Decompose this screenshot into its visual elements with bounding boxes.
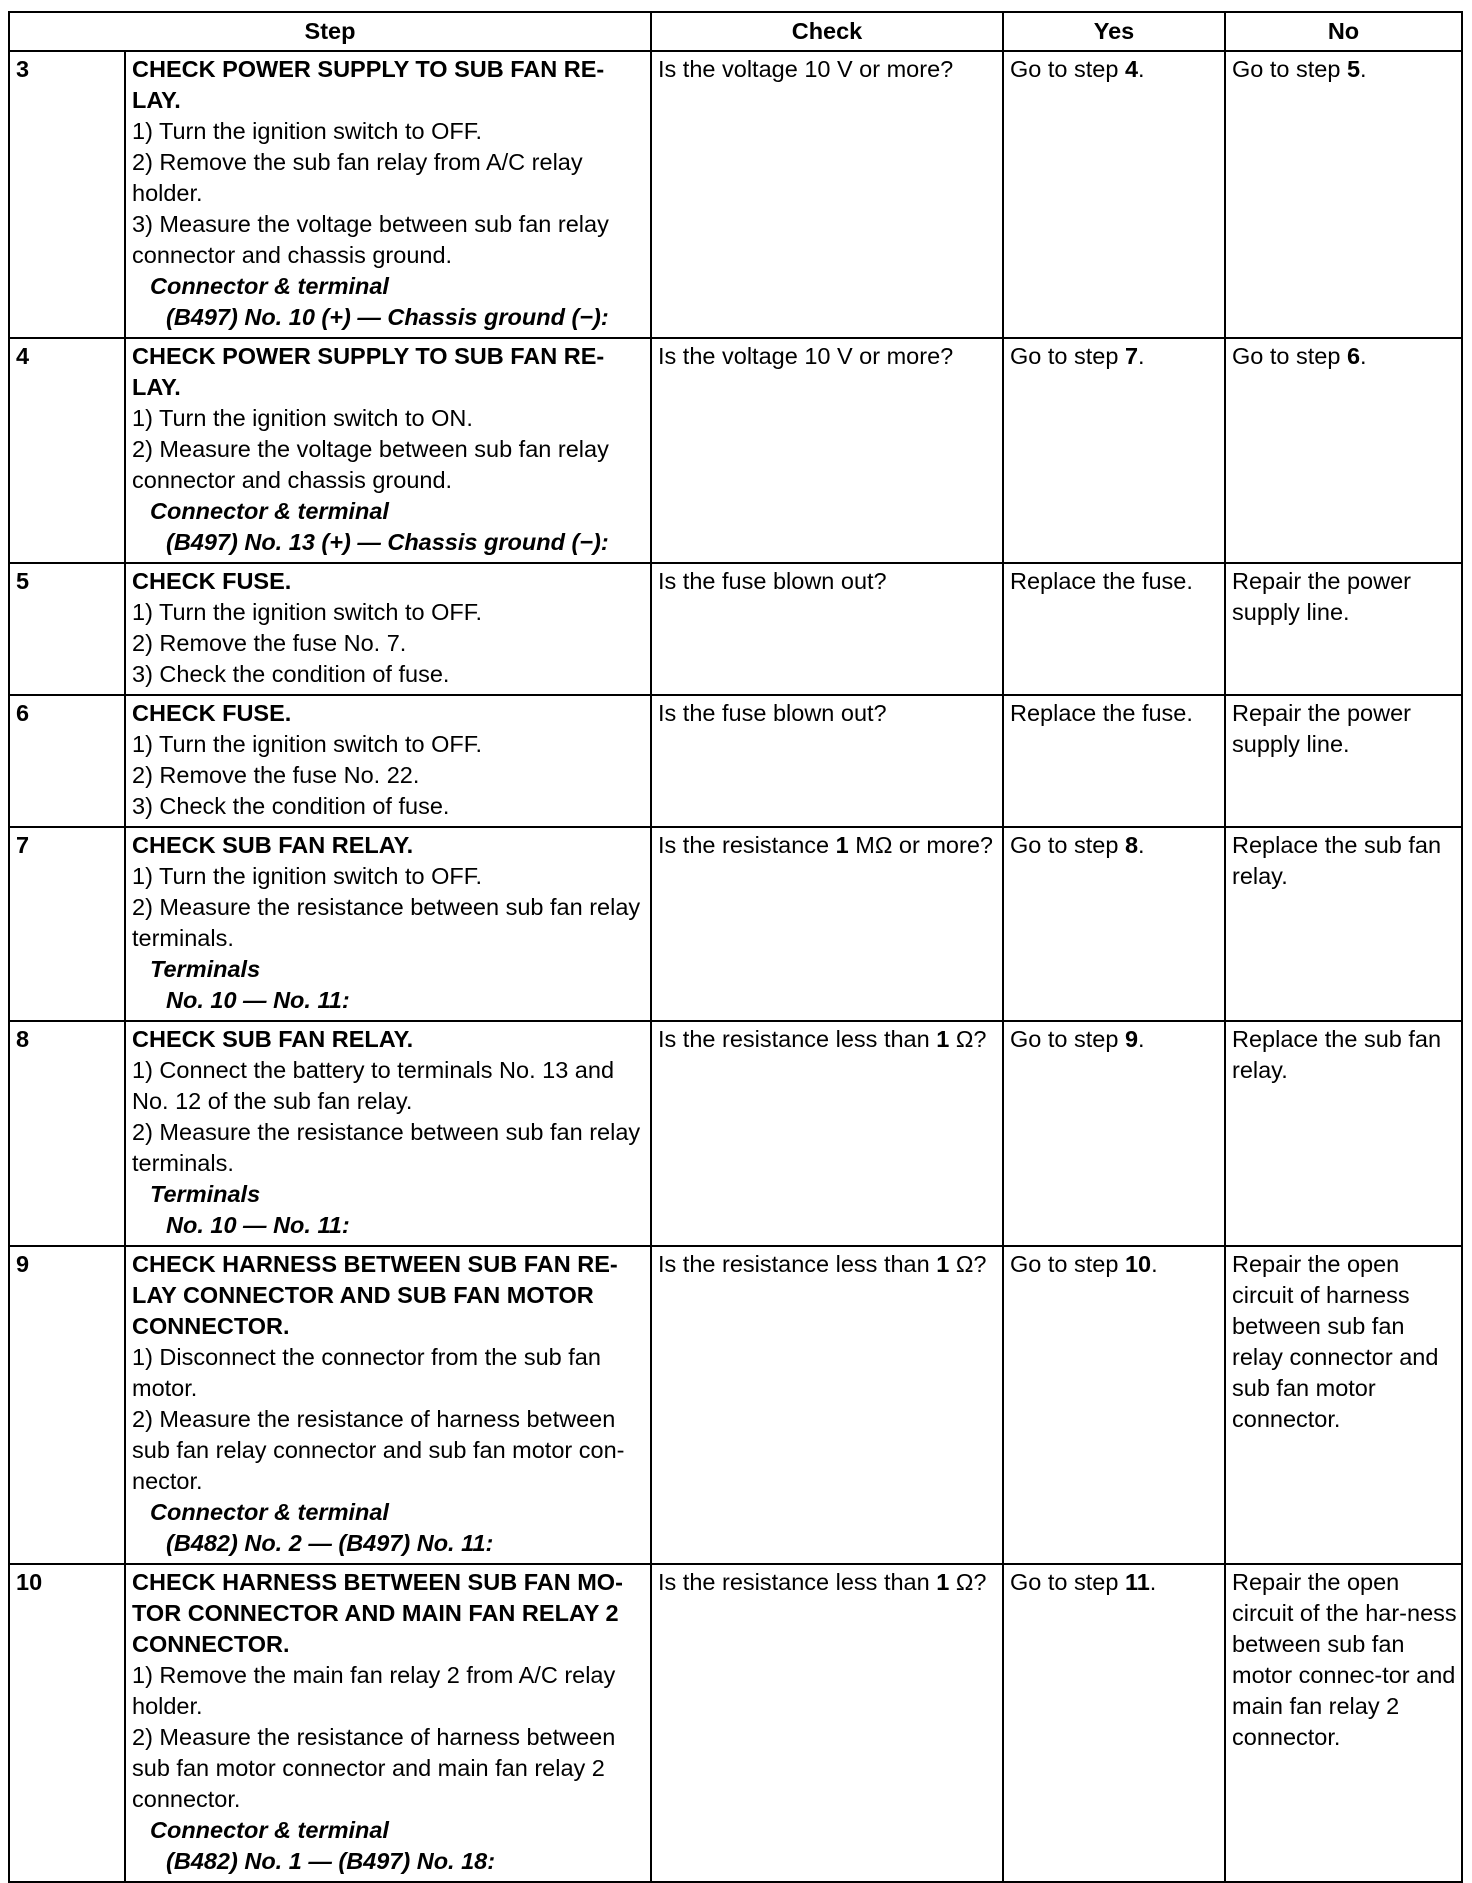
no-cell [1225,1021,1462,1246]
header-no: No [1225,12,1462,51]
check-cell [651,563,1003,695]
substep: 1) Remove the main fan relay 2 from A/C relay holder. [132,1662,616,1719]
yes-suffix: . [1138,56,1145,82]
yes-suffix: . [1138,343,1145,369]
step-number: 3 [9,51,125,338]
substep: 2) Measure the voltage between sub fan relay connector and chassis ground. [132,436,609,493]
step-cell [125,695,651,827]
step-cell [125,1246,651,1564]
check-text: Is the resistance less than [658,1251,937,1277]
table-row [9,1564,1462,1882]
spec-value: (B497) No. 13 (+) — Chassis ground (−): [166,529,609,555]
no-text: Repair the open circuit of the har-ness between sub fan motor connec-tor and main fan relay 2 connector. [1232,1569,1457,1750]
substep: 1) Disconnect the connector from the sub fan motor. [132,1344,601,1401]
table-row [9,338,1462,563]
no-suffix: . [1360,343,1367,369]
check-unit: Ω? [949,1026,987,1052]
yes-cell [1003,563,1225,695]
substep: 1) Turn the ignition switch to OFF. [132,731,483,757]
check-text: Is the resistance less than [658,1569,937,1595]
header-check: Check [651,12,1003,51]
spec-value: (B497) No. 10 (+) — Chassis ground (−): [166,304,609,330]
yes-text: Go to step [1010,343,1125,369]
spec-label: Connector & terminal [150,1817,389,1843]
no-cell [1225,563,1462,695]
no-step-number: 6 [1346,343,1361,369]
yes-suffix: . [1138,1026,1145,1052]
check-text: Is the resistance [658,832,836,858]
substep: 2) Remove the fuse No. 7. [132,630,407,656]
yes-cell [1003,338,1225,563]
no-text: Repair the power supply line. [1232,568,1411,625]
step-number: 4 [9,338,125,563]
check-cell [651,695,1003,827]
check-cell [651,1246,1003,1564]
step-title: CHECK SUB FAN RELAY. [132,1026,414,1052]
step-title: CHECK HARNESS BETWEEN SUB FAN RE-LAY CONNECTOR AND SUB FAN MOTOR CONNECTOR. [132,1251,618,1339]
table-row [9,563,1462,695]
step-title: CHECK FUSE. [132,700,292,726]
spec-value: No. 10 — No. 11: [166,1212,350,1238]
check-text: Is the voltage 10 V or more? [658,56,954,82]
substep: 1) Turn the ignition switch to ON. [132,405,473,431]
check-value: 1 [936,1251,950,1277]
no-text: Repair the open circuit of harness between sub fan relay connector and sub fan motor connector. [1232,1251,1439,1432]
no-step-number: 5 [1346,56,1361,82]
substep: 1) Connect the battery to terminals No. 13 and No. 12 of the sub fan relay. [132,1057,615,1114]
yes-suffix: . [1149,1569,1157,1595]
yes-text: Replace the fuse. [1010,700,1193,726]
substep: 2) Remove the sub fan relay from A/C relay holder. [132,149,583,206]
substep: 2) Measure the resistance of harness between sub fan relay connector and sub fan motor con-nector. [132,1406,625,1494]
substep: 2) Measure the resistance between sub fan relay terminals. [132,894,641,951]
yes-step-number: 4 [1124,56,1139,82]
yes-text: Go to step [1010,1026,1125,1052]
yes-text: Replace the fuse. [1010,568,1193,594]
check-cell [651,1564,1003,1882]
step-number: 6 [9,695,125,827]
check-unit: MΩ or more? [848,832,993,858]
step-cell [125,563,651,695]
check-text: Is the fuse blown out? [658,700,887,726]
table-row [9,1246,1462,1564]
spec-label: Terminals [150,956,261,982]
substep: 3) Measure the voltage between sub fan relay connector and chassis ground. [132,211,609,268]
table-row [9,51,1462,338]
no-text: Repair the power supply line. [1232,700,1411,757]
no-cell [1225,338,1462,563]
yes-text: Go to step [1010,832,1125,858]
step-cell [125,1564,651,1882]
step-number: 10 [9,1564,125,1882]
substep: 1) Turn the ignition switch to OFF. [132,118,483,144]
check-unit: Ω? [949,1251,987,1277]
yes-step-number: 8 [1124,832,1139,858]
table-row [9,1021,1462,1246]
check-unit: Ω? [949,1569,987,1595]
spec-label: Connector & terminal [150,498,389,524]
yes-cell [1003,51,1225,338]
diagnostic-table [8,11,1463,1883]
header-yes: Yes [1003,12,1225,51]
step-cell [125,1021,651,1246]
no-text: Go to step [1232,343,1347,369]
check-cell [651,827,1003,1021]
yes-suffix: . [1138,832,1145,858]
yes-text: Go to step [1010,56,1125,82]
check-cell [651,51,1003,338]
check-value: 1 [936,1026,950,1052]
substep: 1) Turn the ignition switch to OFF. [132,863,483,889]
substep: 3) Check the condition of fuse. [132,793,450,819]
spec-value: No. 10 — No. 11: [166,987,350,1013]
substep: 1) Turn the ignition switch to OFF. [132,599,483,625]
substep: 3) Check the condition of fuse. [132,661,450,687]
yes-suffix: . [1151,1251,1158,1277]
check-text: Is the resistance less than [658,1026,937,1052]
table-body [9,51,1462,1882]
table-row [9,695,1462,827]
no-cell [1225,827,1462,1021]
check-value: 1 [936,1569,950,1595]
spec-value: (B482) No. 2 — (B497) No. 11: [166,1530,494,1556]
yes-step-number: 10 [1124,1251,1152,1277]
check-cell [651,338,1003,563]
yes-cell [1003,1021,1225,1246]
no-text: Replace the sub fan relay. [1232,832,1442,889]
check-text: Is the voltage 10 V or more? [658,343,954,369]
step-title: CHECK POWER SUPPLY TO SUB FAN RE-LAY. [132,343,605,400]
spec-label: Terminals [150,1181,261,1207]
step-number: 7 [9,827,125,1021]
yes-step-number: 11 [1124,1569,1150,1595]
yes-step-number: 9 [1124,1026,1139,1052]
header-step: Step [9,12,651,51]
substep: 2) Measure the resistance of harness between sub fan motor connector and main fan relay 2 connector. [132,1724,616,1812]
no-cell [1225,51,1462,338]
yes-step-number: 7 [1124,343,1139,369]
no-cell [1225,1564,1462,1882]
step-cell [125,51,651,338]
yes-cell [1003,827,1225,1021]
step-cell [125,827,651,1021]
no-text: Go to step [1232,56,1347,82]
no-text: Replace the sub fan relay. [1232,1026,1442,1083]
step-title: CHECK FUSE. [132,568,292,594]
step-number: 8 [9,1021,125,1246]
spec-value: (B482) No. 1 — (B497) No. 18: [166,1848,496,1874]
step-title: CHECK POWER SUPPLY TO SUB FAN RE-LAY. [132,56,605,113]
spec-label: Connector & terminal [150,273,389,299]
no-cell [1225,1246,1462,1564]
substep: 2) Remove the fuse No. 22. [132,762,420,788]
header-row [9,12,1462,51]
step-title: CHECK SUB FAN RELAY. [132,832,414,858]
yes-cell [1003,1246,1225,1564]
check-value: 1 [835,832,849,858]
step-title: CHECK HARNESS BETWEEN SUB FAN MO-TOR CONNECTOR AND MAIN FAN RELAY 2 CONNECTOR. [132,1569,623,1657]
table-row [9,827,1462,1021]
substep: 2) Measure the resistance between sub fan relay terminals. [132,1119,641,1176]
step-number: 5 [9,563,125,695]
yes-text: Go to step [1010,1251,1125,1277]
spec-label: Connector & terminal [150,1499,389,1525]
step-number: 9 [9,1246,125,1564]
yes-cell [1003,695,1225,827]
check-text: Is the fuse blown out? [658,568,887,594]
no-suffix: . [1360,56,1367,82]
step-cell [125,338,651,563]
yes-cell [1003,1564,1225,1882]
check-cell [651,1021,1003,1246]
no-cell [1225,695,1462,827]
yes-text: Go to step [1010,1569,1125,1595]
